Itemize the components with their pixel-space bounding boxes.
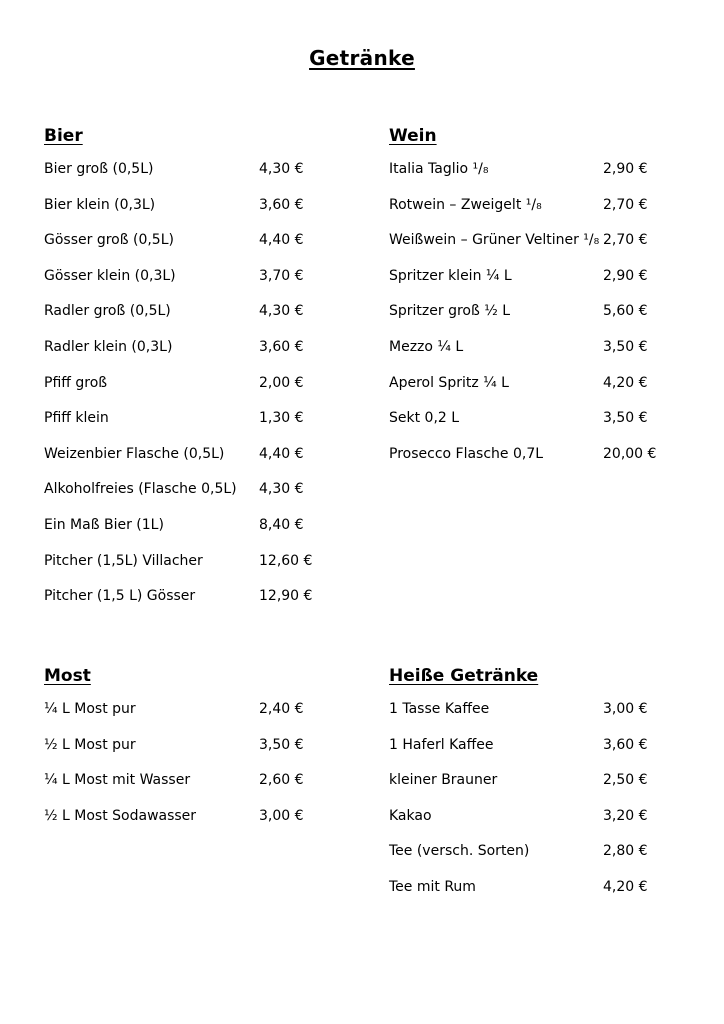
- menu-item: [389, 196, 648, 233]
- item-name: ¼ L Most pur: [44, 701, 136, 717]
- menu-item: [44, 267, 304, 304]
- item-price: 1,30 €: [259, 410, 304, 427]
- item-name: Pitcher (1,5L) Villacher: [44, 552, 203, 569]
- item-name: Gösser groß (0,5L): [44, 232, 174, 249]
- menu-item: [389, 410, 648, 446]
- section-most: [44, 662, 304, 843]
- menu-item: [389, 267, 648, 304]
- item-name: Bier klein (0,3L): [44, 196, 156, 213]
- item-price: 2,60 €: [259, 772, 304, 789]
- menu-item: [389, 878, 648, 915]
- item-price: 12,90 €: [259, 588, 313, 605]
- item-price: 3,60 €: [603, 736, 648, 753]
- menu-item: [44, 196, 304, 233]
- item-price: 4,40 €: [259, 232, 304, 249]
- item-price: 2,70 €: [603, 196, 648, 213]
- item-price: 3,60 €: [259, 196, 304, 213]
- menu-item: [389, 807, 648, 844]
- menu-item: [44, 807, 304, 844]
- item-name: Pfiff groß: [44, 374, 108, 391]
- item-name: kleiner Brauner: [389, 772, 498, 789]
- menu-item: [44, 445, 304, 482]
- item-price: 5,60 €: [603, 303, 648, 320]
- item-price: 2,50 €: [603, 772, 648, 789]
- menu-item: [44, 552, 313, 589]
- item-price: 8,40 €: [259, 516, 304, 533]
- item-name: Weizenbier Flasche (0,5L): [44, 445, 225, 462]
- menu-item: [44, 161, 304, 197]
- menu-item: [389, 303, 648, 339]
- menu-item: [389, 161, 648, 197]
- item-name: Rotwein – Zweigelt ¹/₈: [389, 196, 542, 213]
- menu-item: [389, 701, 648, 737]
- item-price: 3,00 €: [259, 807, 304, 824]
- section-heading: Bier: [44, 126, 83, 146]
- menu-item: [389, 772, 648, 808]
- item-name: Spritzer klein ¼ L: [389, 267, 512, 284]
- item-price: 2,40 €: [259, 701, 304, 717]
- section-wein: [389, 122, 657, 481]
- item-price: 4,40 €: [259, 445, 304, 462]
- item-name: Kakao: [389, 807, 432, 824]
- item-price: 4,20 €: [603, 878, 648, 895]
- menu-item: [389, 232, 648, 268]
- item-price: 12,60 €: [259, 552, 313, 569]
- item-price: 4,20 €: [603, 374, 648, 391]
- section-heisse-getraenke: [389, 662, 648, 915]
- item-name: 1 Tasse Kaffee: [389, 701, 490, 717]
- section-heading: Wein: [389, 126, 437, 146]
- item-name: Spritzer groß ½ L: [389, 303, 511, 320]
- item-name: Tee (versch. Sorten): [389, 843, 530, 860]
- item-name: ½ L Most pur: [44, 736, 136, 753]
- menu-item: [389, 843, 648, 879]
- section-heading: Most: [44, 666, 91, 686]
- item-price: 3,50 €: [603, 410, 648, 427]
- item-name: ¼ L Most mit Wasser: [44, 772, 191, 789]
- item-price: 3,50 €: [603, 338, 648, 355]
- item-name: ½ L Most Sodawasser: [44, 807, 197, 824]
- menu-item: [389, 736, 648, 773]
- item-name: Radler groß (0,5L): [44, 303, 171, 320]
- section-bier: [44, 122, 313, 624]
- menu-item: [389, 445, 657, 482]
- item-name: Mezzo ¼ L: [389, 338, 464, 355]
- item-price: 3,50 €: [259, 736, 304, 753]
- item-name: Gösser klein (0,3L): [44, 267, 176, 284]
- item-name: Italia Taglio ¹/₈: [389, 161, 489, 177]
- menu-item: [389, 374, 648, 411]
- item-name: Pfiff klein: [44, 410, 109, 427]
- item-price: 2,90 €: [603, 161, 648, 177]
- item-name: 1 Haferl Kaffee: [389, 736, 494, 753]
- menu-item: [44, 516, 304, 553]
- page-title: Getränke: [309, 46, 415, 70]
- item-price: 2,00 €: [259, 374, 304, 391]
- item-price: 3,60 €: [259, 338, 304, 355]
- menu-item: [44, 232, 304, 268]
- item-name: Radler klein (0,3L): [44, 338, 173, 355]
- menu-item: [44, 588, 313, 624]
- menu-item: [44, 736, 304, 773]
- item-name: Ein Maß Bier (1L): [44, 516, 164, 533]
- menu-item: [44, 481, 304, 517]
- menu-item: [44, 772, 304, 808]
- item-price: 2,70 €: [603, 232, 648, 249]
- menu-item: [44, 410, 304, 446]
- item-price: 20,00 €: [603, 445, 657, 462]
- menu-item: [44, 338, 304, 375]
- item-price: 2,80 €: [603, 843, 648, 860]
- menu-item: [389, 338, 648, 375]
- item-name: Bier groß (0,5L): [44, 161, 154, 177]
- item-name: Sekt 0,2 L: [389, 410, 460, 427]
- menu-item: [44, 374, 304, 411]
- item-price: 4,30 €: [259, 481, 304, 498]
- item-name: Aperol Spritz ¼ L: [389, 374, 509, 391]
- item-name: Prosecco Flasche 0,7L: [389, 445, 544, 462]
- menu-item: [44, 303, 304, 339]
- menu-item: [44, 701, 304, 737]
- item-price: 4,30 €: [259, 303, 304, 320]
- item-name: Pitcher (1,5 L) Gösser: [44, 588, 196, 605]
- item-price: 3,20 €: [603, 807, 648, 824]
- item-name: Alkoholfreies (Flasche 0,5L): [44, 481, 237, 498]
- item-price: 2,90 €: [603, 267, 648, 284]
- item-price: 3,00 €: [603, 701, 648, 717]
- item-name: Weißwein – Grüner Veltiner ¹/₈: [389, 232, 600, 249]
- item-price: 4,30 €: [259, 161, 304, 177]
- section-heading: Heiße Getränke: [389, 666, 539, 686]
- item-name: Tee mit Rum: [389, 878, 476, 895]
- item-price: 3,70 €: [259, 267, 304, 284]
